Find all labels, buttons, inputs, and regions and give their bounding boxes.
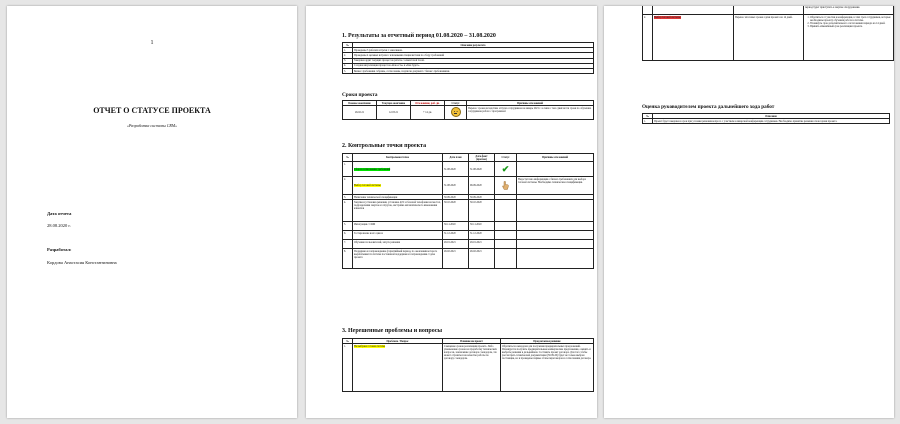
section-issues-title: 3. Нерешенные проблемы и вопросы xyxy=(342,328,443,334)
table-row: 26.02.21 12.03.21 + 14 дн. Перенос сроков вследствие отпуска сотрудников на январь 2021 г. в связи с тем сдвигаются сроки по обучению сотрудников работе с программой xyxy=(343,106,594,120)
table-row: 2. Выбор готовой системы 31.08.2020 06.09.2020 Недостаточно информации о бизнес-требованиях для выбора готовой системы. Необходима техническая спецификация. xyxy=(343,177,594,195)
section-checkpoints-title: 2. Контрольные точки проекта xyxy=(342,143,427,149)
table-header-row: № Описание результата xyxy=(343,43,594,48)
table-row: период будет приступать к закупке оборудования. xyxy=(643,6,894,15)
section-results-title: 1. Результаты за отчетный период 01.08.2020 – 31.08.2020 xyxy=(342,33,496,39)
table-header-row: Базовое окончание Текущее окончание Отклонение, раб. дн. Статус Причины отклонений xyxy=(343,101,594,106)
solution-list xyxy=(805,16,892,28)
checkpoints-table xyxy=(342,153,594,269)
page-number: 1 xyxy=(150,40,154,46)
list-item: 3. Принять изменённый срок реализации проекта. xyxy=(810,25,892,28)
results-table xyxy=(342,42,594,74)
list-item: 1. Обратиться от участия в конференции, в этих трех сотрудников, которые необходимы проекту обучения работе в системе. xyxy=(810,16,892,22)
developer-label: Разработал: xyxy=(47,247,72,252)
table-row: 7. Обучение пользователей, запуск решения 29.01.2021 29.01.2021 xyxy=(343,240,594,249)
neutral-face-icon xyxy=(451,107,461,117)
table-row: 3. Завершен аудит текущих процессов работы с клиентской базой. xyxy=(343,58,594,63)
table-row: 2. Проведены 4 целевых встречи с ключевыми специалистами по сбору требований xyxy=(343,53,594,58)
document-title: ОТЧЕТ О СТАТУСЕ ПРОЕКТА xyxy=(93,106,211,115)
pointing-hand-icon xyxy=(502,181,509,190)
table-header-row: № Описание xyxy=(643,114,890,119)
table-row: 4. Создана визуализация процессов «Как есть» и «Как будет». xyxy=(343,63,594,68)
table-row: 8. Поддержка и сопровождение (гарантийный период, по окончании которого вырабатывается система постоянной поддержки и сопровождения. Сдача проекта 26.02.2021 26.02.2021 xyxy=(343,249,594,269)
page-3 xyxy=(604,6,894,418)
issues-table-continued xyxy=(642,6,894,61)
table-header-row: № Проблема / Вопрос Влияние на проект Предлагаемое решение xyxy=(343,339,594,344)
assessment-title: Оценка руководителем проекта дальнейшего хода работ xyxy=(642,104,775,110)
table-row: 1. Не выбрана готовая система Смещение сроков реализации проекта. Либо уменьшение сроков на проработку технических вопросов, заключение договора с вендором, что может отразиться на качестве работы по договору с вендором. Обратиться к вендорам для получения предварительных предложений. Планируется получить предварительные коммерческие предложения, оценить и выбрать решения в дальнейшем. Составить проект договора. Для того чтобы рассмотреть технической документации (30.09.20) будет не только выбран поставщик, но и проведены первые этапы переговоров и согласования договора. xyxy=(343,344,594,392)
page-2 xyxy=(306,6,597,418)
report-date: 28.08.2020 г. xyxy=(47,223,71,228)
issues-table xyxy=(342,338,594,392)
report-date-label: Дата отчета xyxy=(47,211,72,216)
checkmark-icon: ✔ xyxy=(501,163,510,174)
table-row: 3. Написание технической спецификации 30.09.2020 30.09.2020 xyxy=(343,195,594,200)
developer-name: Кордова Анастасия Константиновна xyxy=(47,260,117,265)
table-row: 5. Бизнес-требования собраны, согласованы, подписан документ с бизнес-требованиями. xyxy=(343,68,594,73)
table-header-row: № Контрольная точка Дата план Дата факт (прогноз) Статус Причины отклонений xyxy=(343,154,594,162)
table-row: 6. Тестирование всего цикла 31.12.2020 31.12.2020 xyxy=(343,231,594,240)
page-1 xyxy=(7,6,297,418)
table-row: 4. Закупка и установка решения, установка АТС и базовой телефонии на местах, подразделения закупок и отгрузок, настройка автоматического именования клиентов 30.10.2020 30.10.2020 xyxy=(343,200,594,222)
table-row: 2. Выбор готовой системы Перенос итоговых сроков сдачи проекта на 14 дней. 1. Обратиться от участия в конференции, в этих трех сотрудников, которые необходимы проекту обучения работе в системе. 2. Упомянуть срок дополнительного согласования периода на 14 дней. 3. Принять изменённый срок реализации проекта. xyxy=(643,15,894,61)
table-row: 5. Интеграция с CRM 30.11.2020 30.11.2020 xyxy=(343,222,594,231)
list-item: 2. Упомянуть срок дополнительного согласования периода на 14 дней. xyxy=(810,22,892,25)
assessment-table xyxy=(642,113,890,124)
deadlines-title: Сроки проекта xyxy=(342,92,378,98)
table-row: 1. Сбор и согласование требований 31.08.2020 31.08.2020 ✔ xyxy=(343,162,594,177)
table-row: 1. Проведены 3 рабочих встречи с заказчиком. xyxy=(343,48,594,53)
document-subtitle: «Разработка системы CRM» xyxy=(126,123,178,128)
deadlines-table xyxy=(342,100,594,120)
table-row: 1. Проект будет завершен в срок при условии решения вопроса с участием в январской конференции сотрудников. Необходимо принятие решения спонсорами проекта. xyxy=(643,119,890,124)
